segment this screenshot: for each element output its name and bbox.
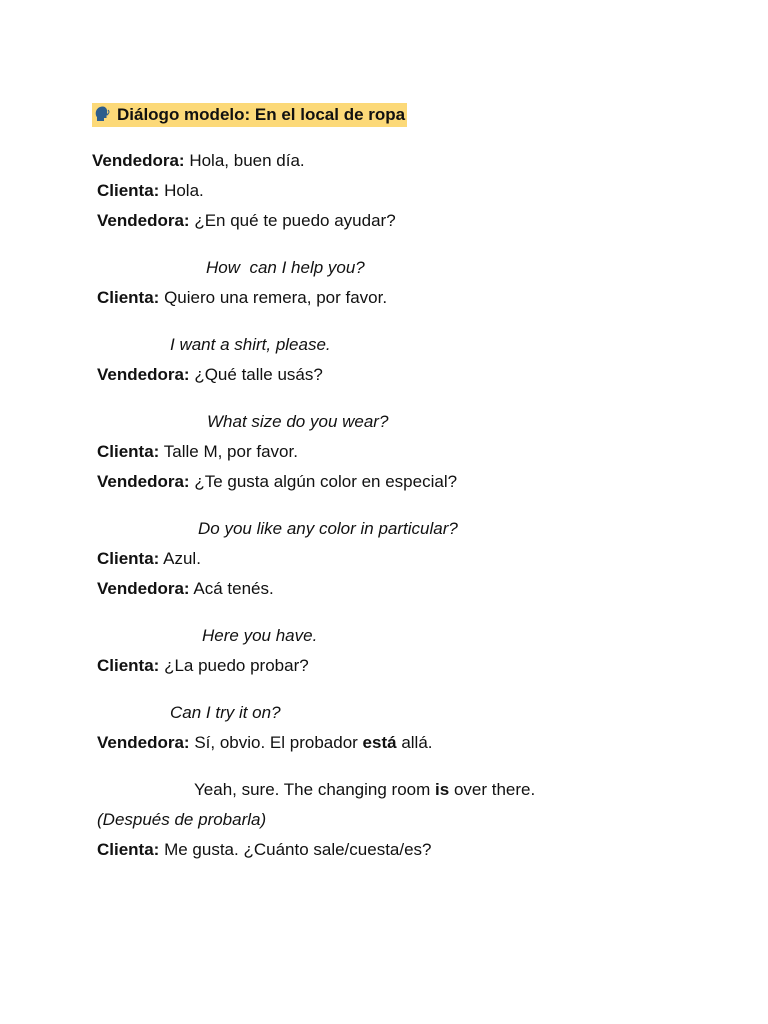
- line-text: Hola, buen día.: [189, 151, 305, 170]
- translation-line: Here you have.: [202, 626, 318, 645]
- speaker-label: Vendedora:: [92, 151, 185, 170]
- dialogue-line: [92, 150, 305, 172]
- translation-line: [194, 779, 535, 801]
- line-text: ¿Te gusta algún color en especial?: [194, 472, 458, 491]
- speaking-head-icon: [93, 105, 111, 123]
- speaker-label: Vendedora:: [97, 733, 190, 752]
- speaker-label: Clienta:: [97, 840, 160, 859]
- dialogue-line: [97, 839, 432, 861]
- line-text: Acá tenés.: [193, 579, 274, 598]
- speaker-label: Vendedora:: [97, 579, 190, 598]
- speaker-label: Vendedora:: [97, 211, 190, 230]
- dialogue-line: [97, 471, 457, 493]
- bold-verb: is: [435, 780, 450, 799]
- line-text: Quiero una remera, por favor.: [164, 288, 388, 307]
- line-text: Talle M, por favor.: [163, 442, 298, 461]
- translation-line: Do you like any color in particular?: [198, 519, 458, 538]
- bold-verb: está: [362, 733, 397, 752]
- translation-line: I want a shirt, please.: [170, 335, 331, 354]
- dialogue-line: [97, 732, 433, 754]
- line-text: Azul.: [163, 549, 201, 568]
- line-text: Hola.: [164, 181, 204, 200]
- translation-text: Yeah, sure. The changing room: [194, 780, 431, 799]
- dialogue-title-text: Diálogo modelo: En el local de ropa: [117, 105, 406, 124]
- line-text: allá.: [401, 733, 433, 752]
- dialogue-line: [97, 180, 204, 202]
- speaker-label: Vendedora:: [97, 472, 190, 491]
- translation-line: What size do you wear?: [207, 412, 389, 431]
- speaker-label: Clienta:: [97, 656, 160, 675]
- stage-note: (Después de probarla): [97, 810, 267, 829]
- line-text: Me gusta. ¿Cuánto sale/cuesta/es?: [164, 840, 432, 859]
- speaker-label: Clienta:: [97, 181, 160, 200]
- translation-line: How can I help you?: [206, 258, 365, 277]
- dialogue-line: [97, 441, 298, 463]
- speaker-label: Clienta:: [97, 442, 160, 461]
- dialogue-title: [92, 103, 407, 127]
- line-text: Sí, obvio. El probador: [194, 733, 358, 752]
- translation-line: Can I try it on?: [170, 703, 281, 722]
- dialogue-line: [97, 655, 309, 677]
- translation-text: over there.: [453, 780, 536, 799]
- dialogue-line: [97, 210, 396, 232]
- speaker-label: Clienta:: [97, 549, 160, 568]
- line-text: ¿La puedo probar?: [164, 656, 309, 675]
- speaker-label: Clienta:: [97, 288, 160, 307]
- dialogue-line: [97, 364, 323, 386]
- dialogue-line: [97, 578, 274, 600]
- dialogue-line: [97, 287, 387, 309]
- line-text: ¿Qué talle usás?: [194, 365, 323, 384]
- dialogue-line: [97, 548, 201, 570]
- speaker-label: Vendedora:: [97, 365, 190, 384]
- line-text: ¿En qué te puedo ayudar?: [194, 211, 396, 230]
